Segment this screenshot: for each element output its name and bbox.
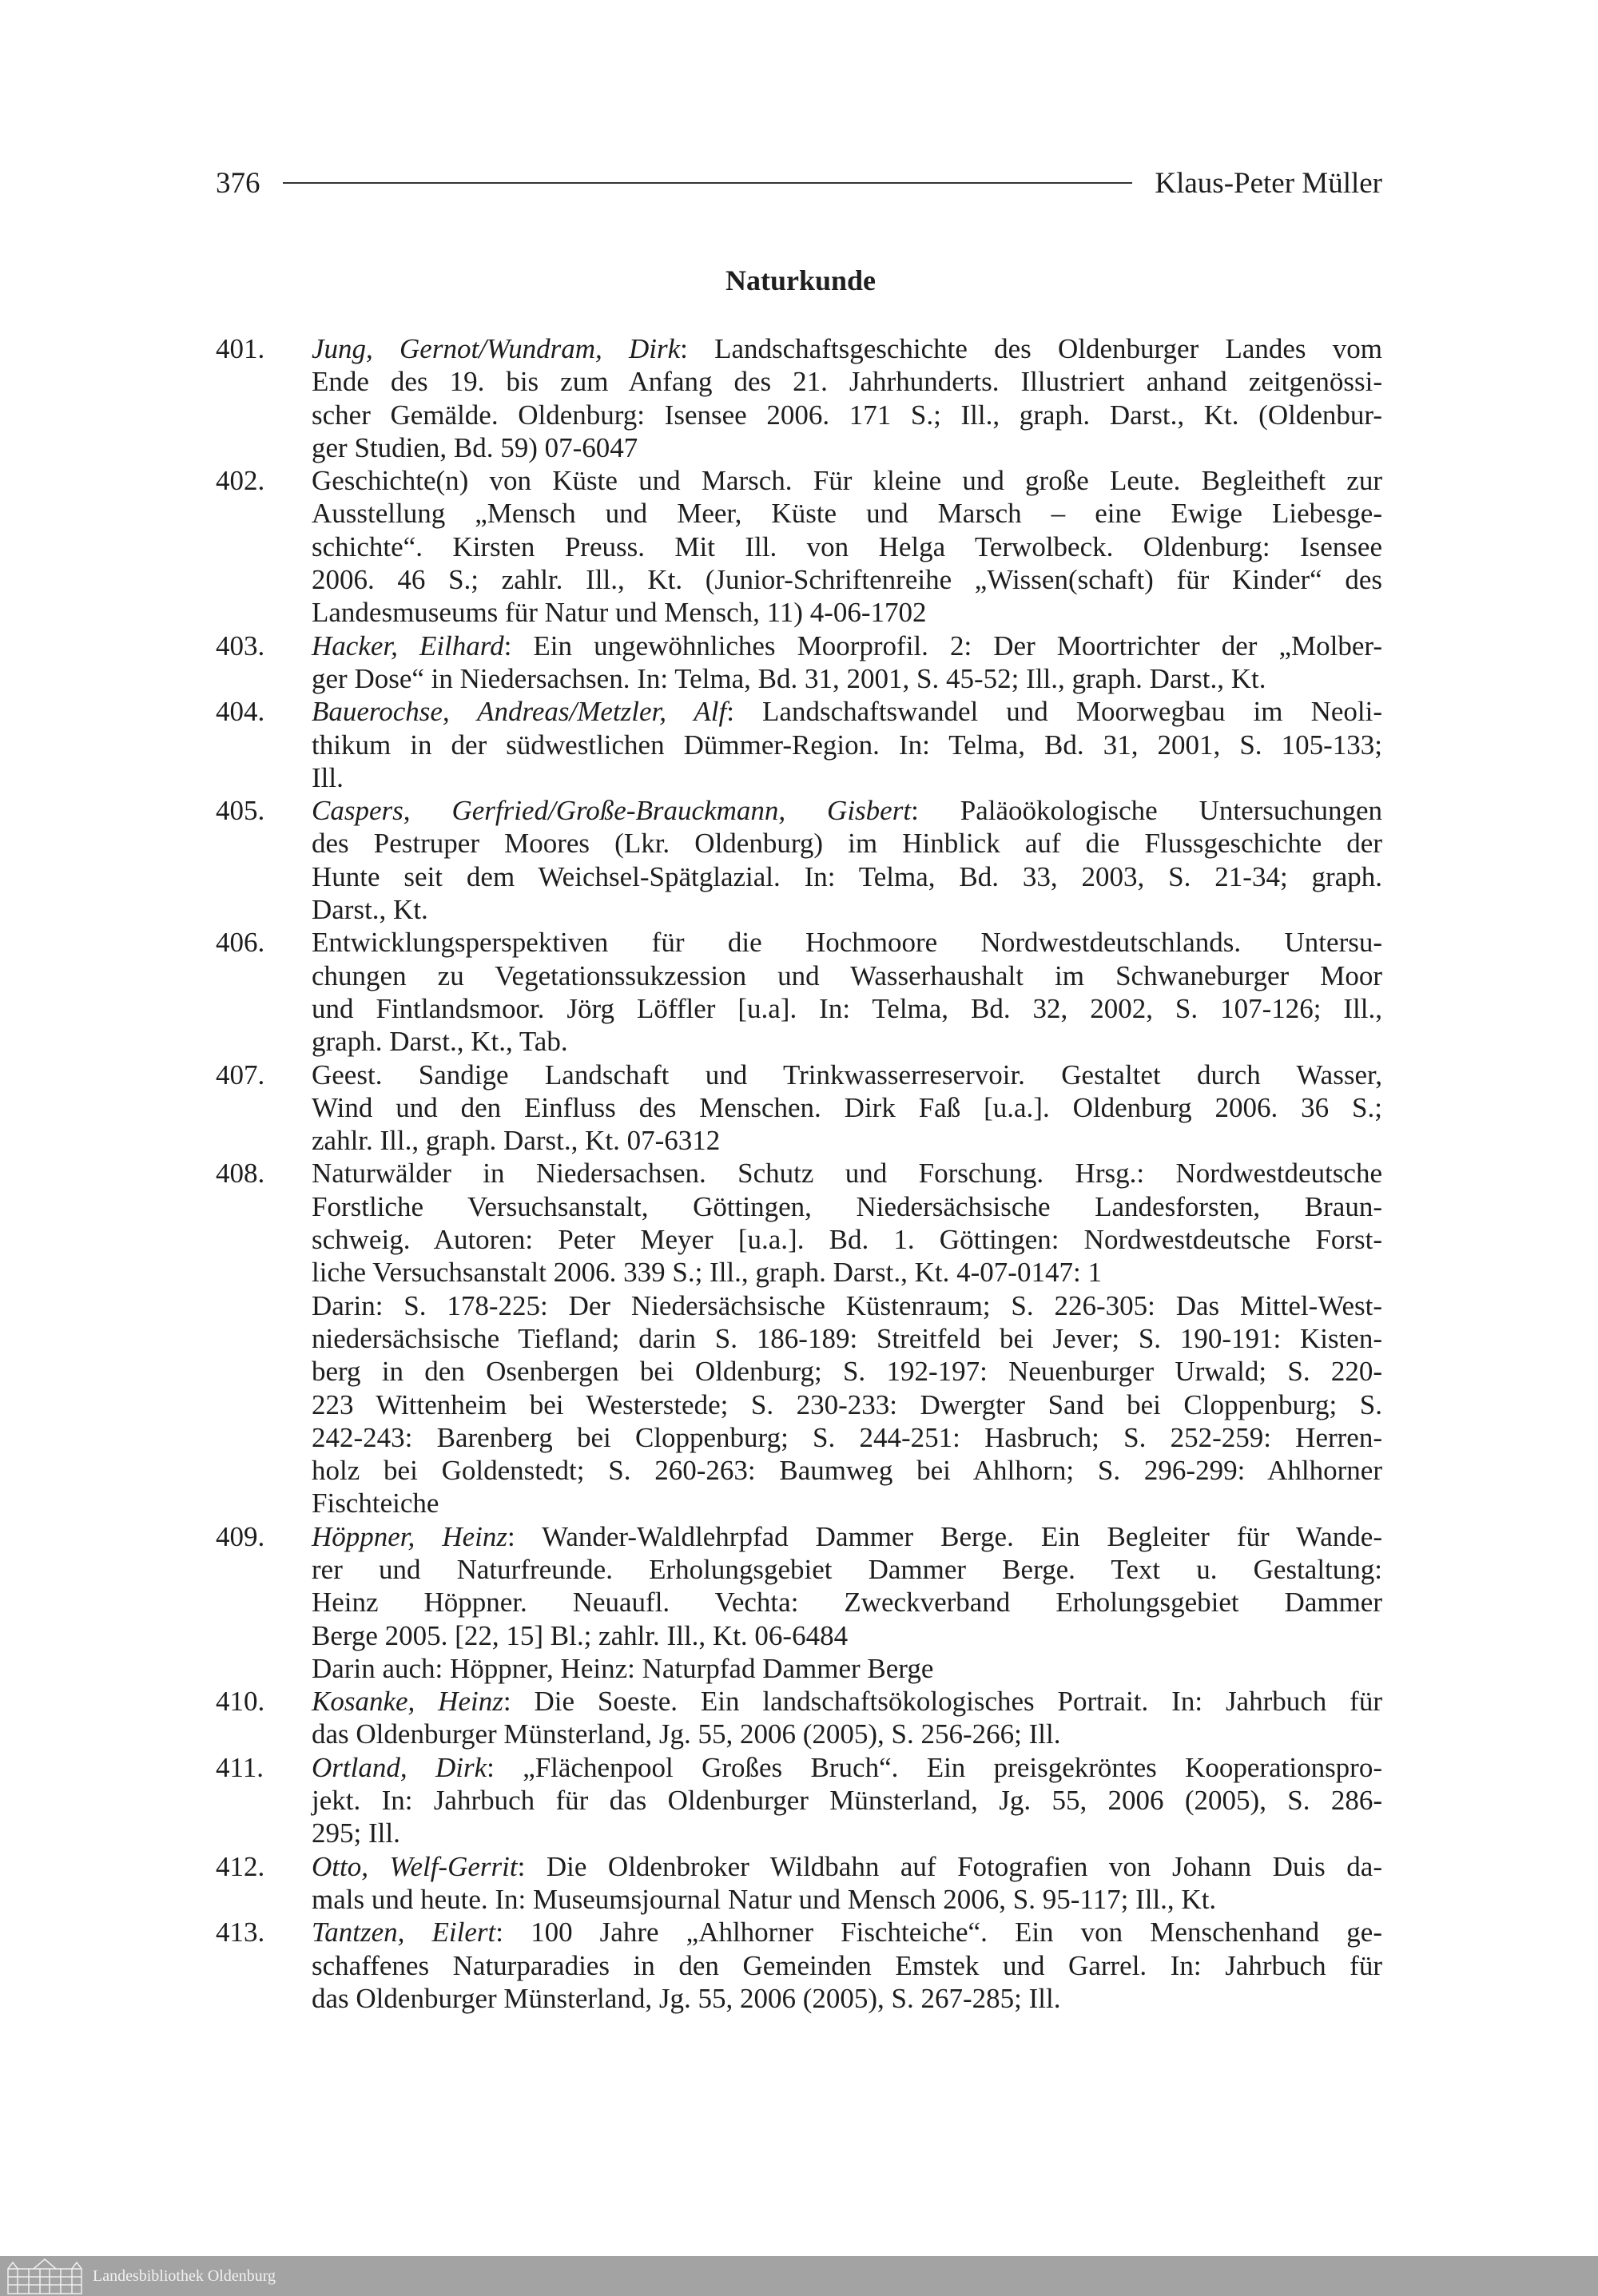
entry-text bbox=[312, 630, 1382, 696]
library-building-icon bbox=[5, 2258, 85, 2294]
bibliography-entry bbox=[216, 794, 1382, 926]
entry-author: Höppner, Heinz bbox=[312, 1520, 507, 1552]
entry-line bbox=[312, 893, 1382, 926]
entry-line bbox=[312, 1487, 1382, 1519]
entry-line-text: schweig. Autoren: Peter Meyer [u.a.]. Bd. 1. Göttingen: Nordwestdeutsche Forst- bbox=[312, 1224, 1382, 1256]
entry-line-text: 295; Ill. bbox=[312, 1817, 400, 1849]
entry-line-text: und Fintlandsmoor. Jörg Löffler [u.a]. In: Telma, Bd. 32, 2002, S. 107-126; Ill., bbox=[312, 992, 1382, 1024]
entry-line bbox=[312, 1388, 1382, 1421]
bibliography-list bbox=[216, 332, 1382, 2015]
entry-line bbox=[312, 992, 1382, 1025]
entry-line bbox=[312, 1091, 1382, 1124]
entry-line-text: : Ein ungewöhnliches Moorprofil. 2: Der Moortrichter der „Molber- bbox=[503, 630, 1382, 661]
entry-line bbox=[312, 1817, 1382, 1849]
entry-number: 411. bbox=[216, 1751, 264, 1783]
entry-line bbox=[312, 1025, 1382, 1058]
entry-line-text: niedersächsische Tiefland; darin S. 186-189: Streitfeld bei Jever; S. 190-191: Kisten- bbox=[312, 1322, 1382, 1354]
entry-line-text: ger Studien, Bd. 59) 07-6047 bbox=[312, 431, 638, 463]
entry-line-text: : Die Oldenbroker Wildbahn auf Fotografien von Johann Duis da- bbox=[517, 1850, 1382, 1882]
entry-text bbox=[312, 1850, 1382, 1917]
bibliography-entry bbox=[216, 1685, 1382, 1751]
entry-line bbox=[312, 1883, 1382, 1916]
bibliography-entry bbox=[216, 1157, 1382, 1519]
entry-line bbox=[312, 1982, 1382, 2015]
entry-line-text: Darst., Kt. bbox=[312, 894, 428, 926]
bibliography-entry bbox=[216, 1916, 1382, 2015]
entry-author: Otto, Welf-Gerrit bbox=[312, 1850, 518, 1882]
entry-number: 407. bbox=[216, 1059, 265, 1090]
entry-line bbox=[312, 926, 1382, 959]
header-rule bbox=[283, 182, 1133, 184]
entry-line bbox=[312, 1520, 1382, 1553]
entry-line-text: ger Dose“ in Niedersachsen. In: Telma, Bd. 31, 2001, S. 45-52; Ill., graph. Darst., Kt. bbox=[312, 662, 1266, 694]
bibliography-entry bbox=[216, 926, 1382, 1058]
entry-line-text: 2006. 46 S.; zahlr. Ill., Kt. (Junior-Schriftenreihe „Wissen(schaft) für Kinder“ des bbox=[312, 564, 1382, 596]
running-author: Klaus-Peter Müller bbox=[1155, 166, 1382, 200]
entry-line-text: : „Flächenpool Großes Bruch“. Ein preisgekröntes Kooperationspro- bbox=[487, 1751, 1382, 1783]
entry-line-text: Ende des 19. bis zum Anfang des 21. Jahrhunderts. Illustriert anhand zeitgenössi- bbox=[312, 366, 1382, 398]
entry-line-text: des Pestruper Moores (Lkr. Oldenburg) im Hinblick auf die Flussgeschichte der bbox=[312, 828, 1382, 860]
entry-line bbox=[312, 1916, 1382, 1948]
entry-line bbox=[312, 1784, 1382, 1817]
entry-line bbox=[312, 1685, 1382, 1718]
entry-text bbox=[312, 926, 1382, 1058]
entry-line-text: Ausstellung „Mensch und Meer, Küste und Marsch – eine Ewige Liebesge- bbox=[312, 498, 1382, 530]
entry-line-text: thikum in der südwestlichen Dümmer-Region. In: Telma, Bd. 31, 2001, S. 105-133; bbox=[312, 729, 1382, 761]
entry-line bbox=[312, 431, 1382, 464]
entry-line bbox=[312, 1652, 1382, 1685]
entry-text bbox=[312, 1520, 1382, 1685]
entry-line-text: : Landschaftswandel und Moorwegbau im Neoli- bbox=[726, 696, 1382, 728]
entry-number: 404. bbox=[216, 696, 265, 728]
entry-line-text: Darin auch: Höppner, Heinz: Naturpfad Dammer Berge bbox=[312, 1652, 934, 1684]
entry-author: Caspers, Gerfried/Große-Brauckmann, Gisbert bbox=[312, 795, 912, 827]
entry-author: Jung, Gernot/Wundram, Dirk bbox=[312, 333, 681, 364]
entry-line-text: Entwicklungsperspektiven für die Hochmoore Nordwestdeutschlands. Untersu- bbox=[312, 927, 1382, 959]
bibliography-entry bbox=[216, 695, 1382, 794]
entry-line-text: Darin: S. 178-225: Der Niedersächsische Küstenraum; S. 226-305: Das Mittel-West- bbox=[312, 1289, 1382, 1321]
entry-line-text: jekt. In: Jahrbuch für das Oldenburger Münsterland, Jg. 55, 2006 (2005), S. 286- bbox=[312, 1785, 1382, 1817]
entry-line bbox=[312, 1355, 1382, 1388]
entry-line-text: schaffenes Naturparadies in den Gemeinden Emstek und Garrel. In: Jahrbuch für bbox=[312, 1949, 1382, 1981]
entry-line-text: Berge 2005. [22, 15] Bl.; zahlr. Ill., Kt. 06-6484 bbox=[312, 1619, 849, 1651]
entry-line bbox=[312, 662, 1382, 695]
entry-number: 406. bbox=[216, 927, 265, 959]
entry-line bbox=[312, 794, 1382, 827]
entry-line bbox=[312, 332, 1382, 365]
entry-line bbox=[312, 1190, 1382, 1223]
entry-line-text: 223 Wittenheim bei Westerstede; S. 230-233: Dwergter Sand bei Cloppenburg; S. bbox=[312, 1388, 1382, 1420]
entry-number: 410. bbox=[216, 1686, 265, 1718]
entry-number: 412. bbox=[216, 1850, 265, 1882]
entry-line-text: scher Gemälde. Oldenburg: Isensee 2006. 171 S.; Ill., graph. Darst., Kt. (Oldenbur- bbox=[312, 399, 1382, 431]
entry-line bbox=[312, 399, 1382, 431]
bibliography-entry bbox=[216, 1520, 1382, 1685]
library-footer-bar bbox=[0, 2256, 1598, 2296]
entry-line bbox=[312, 1454, 1382, 1487]
entry-text bbox=[312, 1751, 1382, 1850]
entry-text bbox=[312, 695, 1382, 794]
entry-line-text: das Oldenburger Münsterland, Jg. 55, 2006 (2005), S. 267-285; Ill. bbox=[312, 1982, 1061, 2014]
entry-line-text: Fischteiche bbox=[312, 1488, 439, 1519]
running-header bbox=[216, 163, 1382, 203]
entry-line bbox=[312, 1421, 1382, 1454]
entry-line bbox=[312, 1949, 1382, 1982]
entry-text bbox=[312, 1157, 1382, 1519]
entry-line bbox=[312, 1124, 1382, 1157]
entry-number: 403. bbox=[216, 630, 265, 661]
entry-line bbox=[312, 1850, 1382, 1883]
entry-line-text: : Landschaftsgeschichte des Oldenburger Landes vom bbox=[680, 333, 1382, 364]
entry-line-text: Wind und den Einfluss des Menschen. Dirk Faß [u.a.]. Oldenburg 2006. 36 S.; bbox=[312, 1091, 1382, 1123]
entry-text bbox=[312, 794, 1382, 926]
entry-line bbox=[312, 365, 1382, 398]
entry-line-text: : 100 Jahre „Ahlhorner Fischteiche“. Ein von Menschenhand ge- bbox=[495, 1917, 1382, 1948]
entry-line bbox=[312, 1059, 1382, 1091]
entry-line-text: : Wander-Waldlehrpfad Dammer Berge. Ein Begleiter für Wande- bbox=[507, 1520, 1382, 1552]
entry-text bbox=[312, 464, 1382, 629]
bibliography-entry bbox=[216, 1059, 1382, 1158]
entry-line-text: Geschichte(n) von Küste und Marsch. Für kleine und große Leute. Begleitheft zur bbox=[312, 465, 1382, 497]
bibliography-entry bbox=[216, 1850, 1382, 1917]
entry-line bbox=[312, 1289, 1382, 1322]
entry-line bbox=[312, 695, 1382, 728]
entry-text bbox=[312, 1059, 1382, 1158]
page-number: 376 bbox=[216, 166, 260, 200]
entry-line bbox=[312, 1157, 1382, 1190]
entry-line-text: Forstliche Versuchsanstalt, Göttingen, Niedersächsische Landesforsten, Braun- bbox=[312, 1190, 1382, 1222]
entry-number: 405. bbox=[216, 795, 265, 827]
entry-number: 413. bbox=[216, 1917, 265, 1948]
entry-number: 409. bbox=[216, 1520, 265, 1552]
entry-line-text: mals und heute. In: Museumsjournal Natur und Mensch 2006, S. 95-117; Ill., Kt. bbox=[312, 1883, 1217, 1915]
entry-line-text: graph. Darst., Kt., Tab. bbox=[312, 1026, 568, 1058]
entry-line bbox=[312, 860, 1382, 893]
entry-line bbox=[312, 563, 1382, 596]
entry-line-text: Ill. bbox=[312, 761, 344, 793]
entry-line-text: berg in den Osenbergen bei Oldenburg; S. 192-197: Neuenburger Urwald; S. 220- bbox=[312, 1356, 1382, 1388]
entry-text bbox=[312, 1916, 1382, 2015]
section-title: Naturkunde bbox=[725, 264, 877, 296]
entry-line-text: Heinz Höppner. Neuaufl. Vechta: Zweckverband Erholungsgebiet Dammer bbox=[312, 1587, 1382, 1619]
entry-line-text: Landesmuseums für Natur und Mensch, 11) 4-06-1702 bbox=[312, 597, 927, 629]
entry-line-text: rer und Naturfreunde. Erholungsgebiet Dammer Berge. Text u. Gestaltung: bbox=[312, 1553, 1382, 1585]
entry-line-text: Geest. Sandige Landschaft und Trinkwasserreservoir. Gestaltet durch Wasser, bbox=[312, 1059, 1382, 1090]
entry-number: 408. bbox=[216, 1158, 265, 1190]
bibliography-entry bbox=[216, 630, 1382, 696]
entry-line-text: : Die Soeste. Ein landschaftsökologisches Portrait. In: Jahrbuch für bbox=[503, 1686, 1382, 1718]
bibliography-entry bbox=[216, 1751, 1382, 1850]
entry-line-text: schichte“. Kirsten Preuss. Mit Ill. von Helga Terwolbeck. Oldenburg: Isensee bbox=[312, 530, 1382, 562]
entry-author: Bauerochse, Andreas/Metzler, Alf bbox=[312, 696, 727, 728]
entry-line-text: holz bei Goldenstedt; S. 260-263: Baumweg bei Ahlhorn; S. 296-299: Ahlhorner bbox=[312, 1455, 1382, 1487]
entry-line-text: : Paläoökologische Untersuchungen bbox=[911, 795, 1382, 827]
entry-line bbox=[312, 1619, 1382, 1652]
entry-line bbox=[312, 1322, 1382, 1355]
entry-line bbox=[312, 1256, 1382, 1289]
entry-line bbox=[312, 1586, 1382, 1619]
entry-line-text: chungen zu Vegetationssukzession und Wasserhaushalt im Schwaneburger Moor bbox=[312, 959, 1382, 991]
entry-author: Kosanke, Heinz bbox=[312, 1686, 503, 1718]
entry-line-text: Hunte seit dem Weichsel-Spätglazial. In: Telma, Bd. 33, 2003, S. 21-34; graph. bbox=[312, 860, 1382, 892]
entry-author: Tantzen, Eilert bbox=[312, 1917, 496, 1948]
entry-line bbox=[312, 1553, 1382, 1586]
entry-line-text: zahlr. Ill., graph. Darst., Kt. 07-6312 bbox=[312, 1125, 721, 1157]
entry-line bbox=[312, 1718, 1382, 1750]
entry-text bbox=[312, 332, 1382, 464]
entry-line bbox=[312, 464, 1382, 497]
entry-line bbox=[312, 827, 1382, 860]
entry-line-text: liche Versuchsanstalt 2006. 339 S.; Ill., graph. Darst., Kt. 4-07-0147: 1 bbox=[312, 1257, 1102, 1289]
entry-number: 402. bbox=[216, 465, 265, 497]
entry-line bbox=[312, 1223, 1382, 1256]
entry-line bbox=[312, 497, 1382, 530]
entry-number: 401. bbox=[216, 333, 265, 364]
entry-line-text: das Oldenburger Münsterland, Jg. 55, 2006 (2005), S. 256-266; Ill. bbox=[312, 1718, 1061, 1750]
entry-author: Hacker, Eilhard bbox=[312, 630, 504, 661]
entry-line bbox=[312, 729, 1382, 761]
entry-author: Ortland, Dirk bbox=[312, 1751, 487, 1783]
bibliography-entry bbox=[216, 332, 1382, 464]
entry-line bbox=[312, 596, 1382, 629]
library-name: Landesbibliothek Oldenburg bbox=[93, 2266, 276, 2285]
entry-line bbox=[312, 530, 1382, 563]
entry-line-text: Naturwälder in Niedersachsen. Schutz und Forschung. Hrsg.: Nordwestdeutsche bbox=[312, 1158, 1382, 1190]
entry-line bbox=[312, 959, 1382, 992]
bibliography-entry bbox=[216, 464, 1382, 629]
entry-text bbox=[312, 1685, 1382, 1751]
entry-line bbox=[312, 1751, 1382, 1784]
entry-line-text: 242-243: Barenberg bei Cloppenburg; S. 244-251: Hasbruch; S. 252-259: Herren- bbox=[312, 1421, 1382, 1453]
entry-line bbox=[312, 630, 1382, 662]
entry-line bbox=[312, 761, 1382, 794]
